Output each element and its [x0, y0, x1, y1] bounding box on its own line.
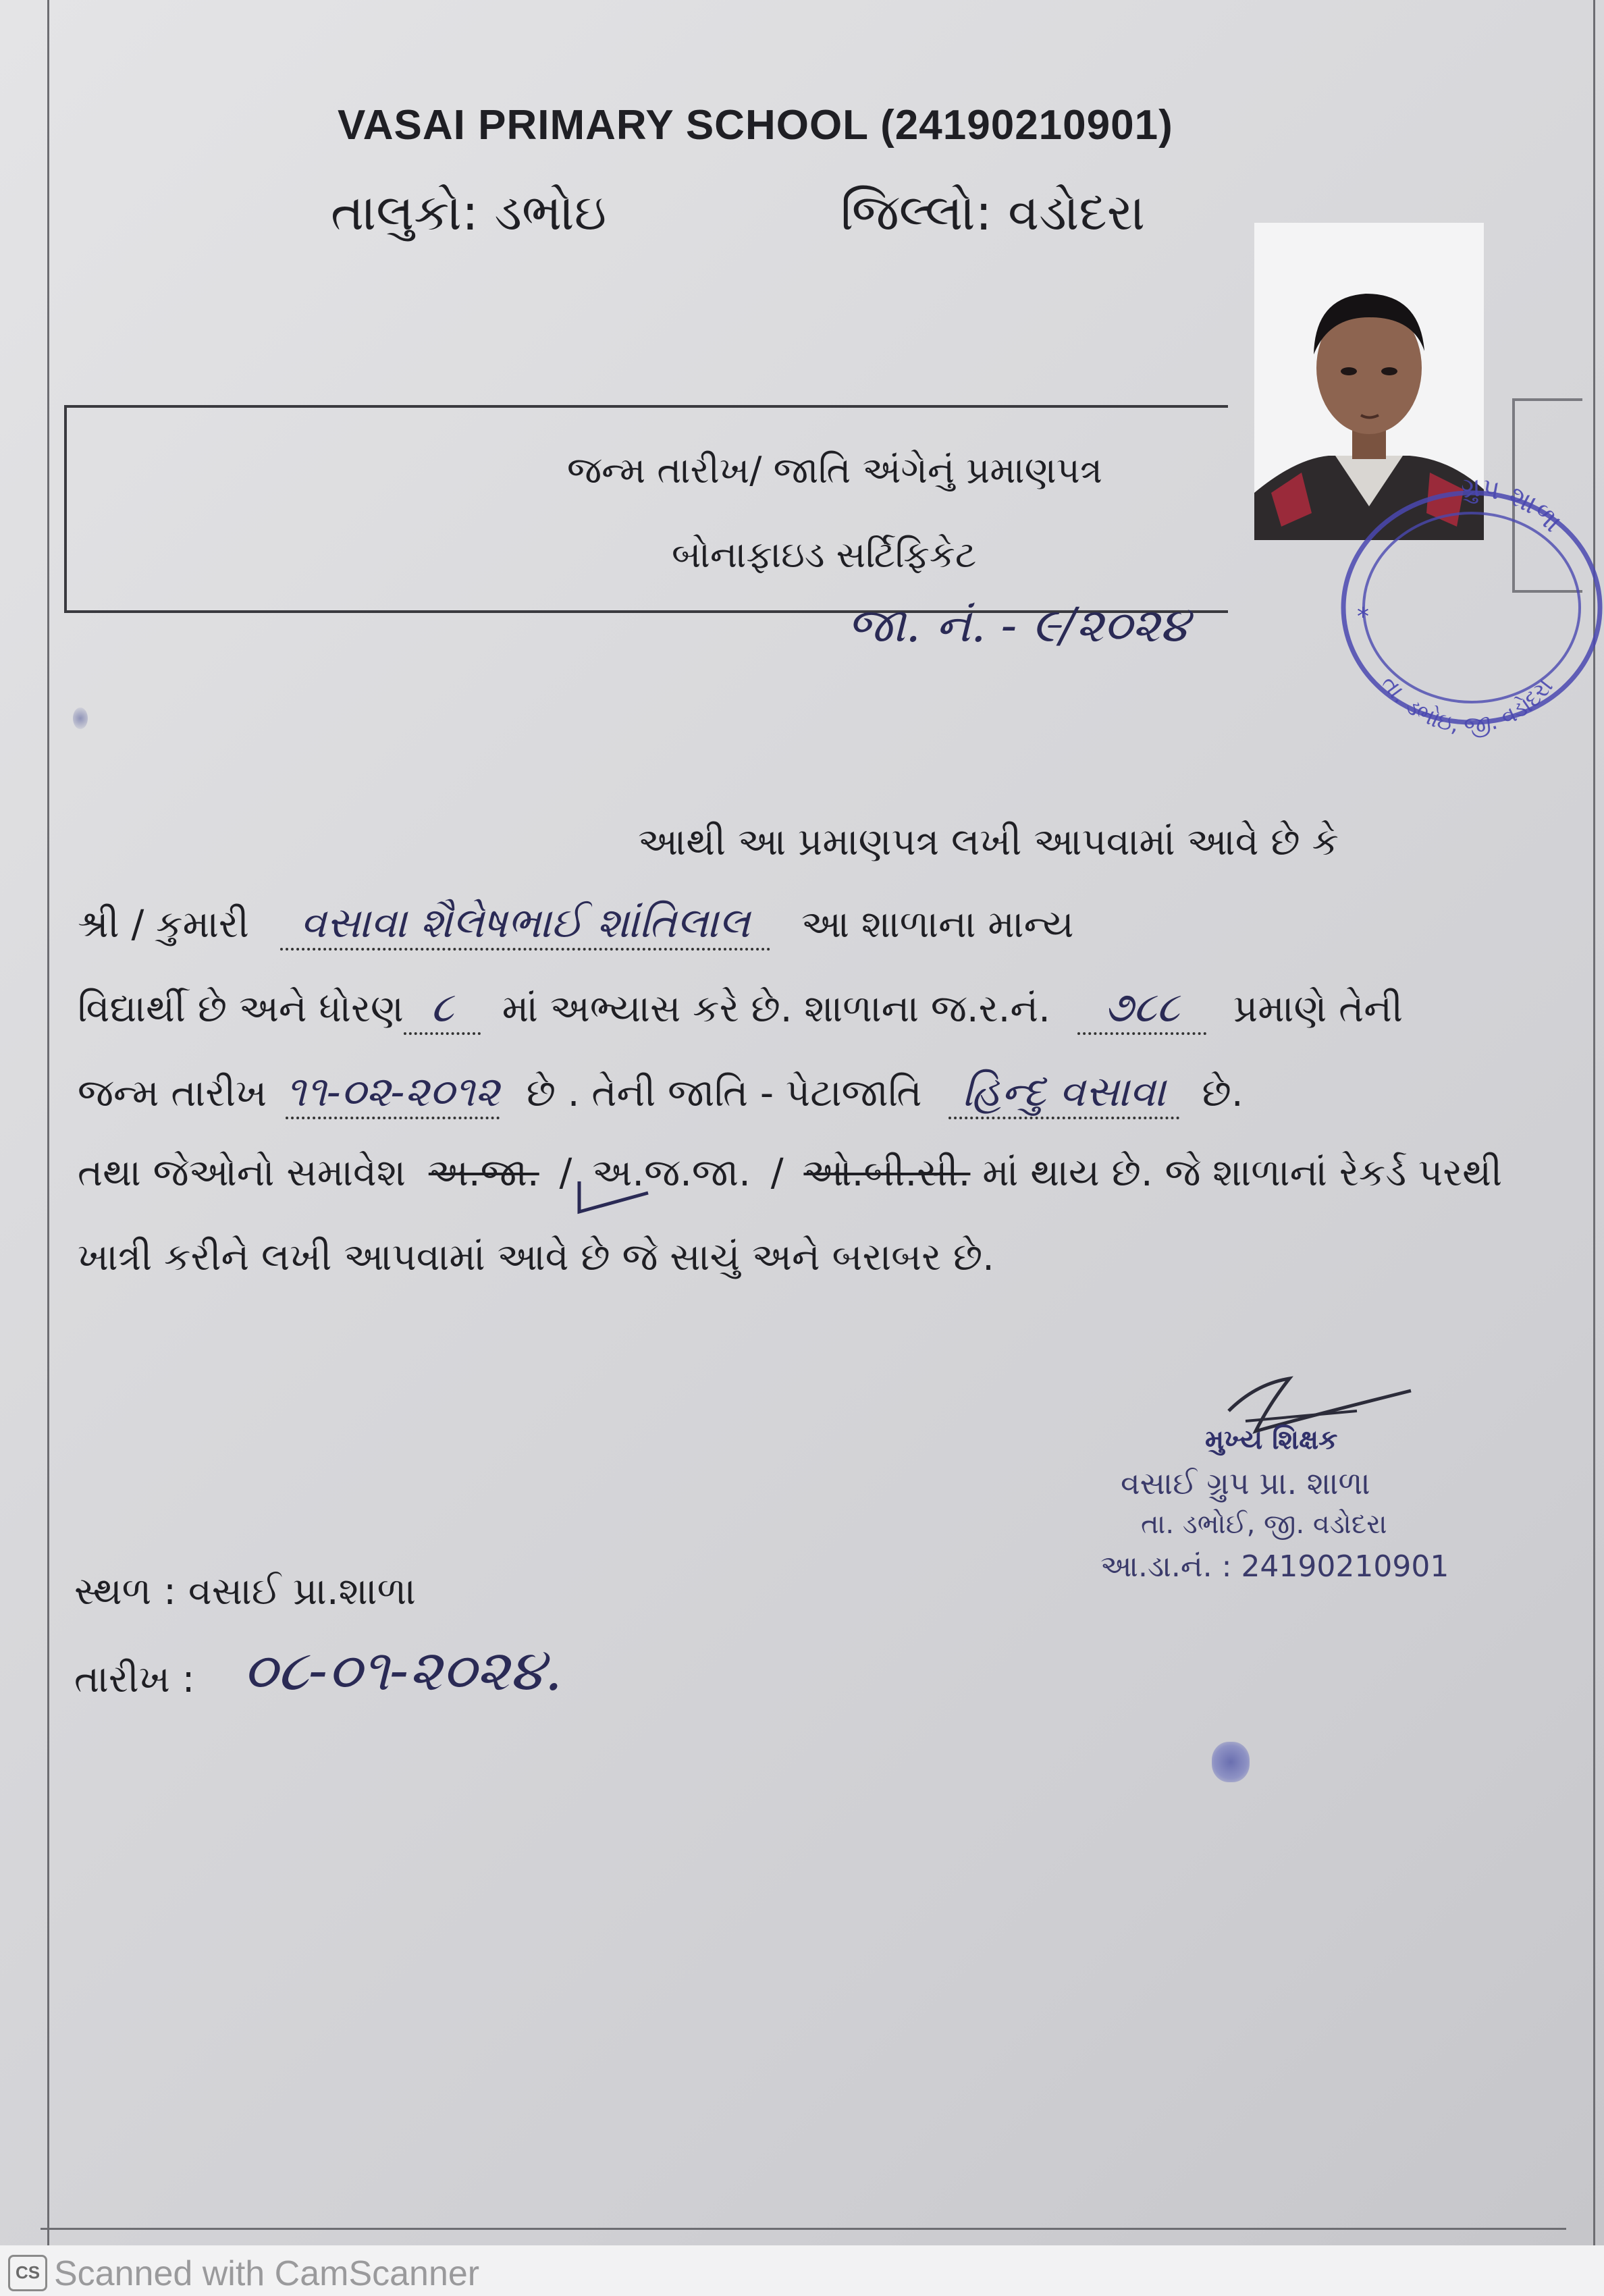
caste-field — [948, 1067, 1179, 1119]
student-name: વસાવા શૈલેષભાઈ શાંતિલાલ — [300, 898, 751, 947]
student-name-line — [78, 898, 1074, 951]
page-bottom-edge — [41, 2228, 1566, 2230]
tick-mark — [574, 1178, 655, 1219]
caste-value: હિન્દુ વસાવા — [962, 1067, 1166, 1116]
date-label: તારીખ : — [74, 1657, 195, 1701]
signatory-school: વસાઈ ગ્રુપ પ્રા. શાળા — [1121, 1465, 1370, 1501]
svg-text:*: * — [1357, 603, 1369, 631]
signatory-title: મુખ્ય શિક્ષક — [1205, 1424, 1338, 1456]
certificate-closing: ખાત્રી કરીને લખી આપવામાં આવે છે જે સાચું અને બરાબર છે. — [78, 1235, 994, 1279]
signatory-code: આ.ડા.નં. : 24190210901 — [1100, 1549, 1449, 1584]
school-name: VASAI PRIMARY SCHOOL (24190210901) — [338, 102, 1173, 149]
ink-dot — [73, 708, 88, 729]
student-is-text: વિદ્યાર્થી છે અને ધોરણ — [78, 987, 404, 1031]
camscanner-logo-icon: CS — [8, 2255, 47, 2291]
date-value: ૦૮-૦૧-૨૦૨૪. — [243, 1637, 563, 1703]
scanner-watermark-bar — [0, 2245, 1604, 2296]
certificate-title: જન્મ તારીખ/ જાતિ અંગેનું પ્રમાણપત્ર — [567, 449, 1103, 491]
category-st: અ.જ.જા. — [592, 1151, 751, 1195]
page-left-edge — [47, 0, 49, 2245]
studying-text: માં અભ્યાસ કરે છે. શાળાના જ.ર.નં. — [502, 987, 1050, 1031]
caste-label: છે . તેની જાતિ - પેટાજાતિ — [526, 1071, 922, 1115]
gr-number-field — [1077, 982, 1206, 1035]
birth-date-field — [286, 1067, 500, 1119]
certificate-title-box — [64, 405, 1228, 613]
certificate-intro: આથી આ પ્રમાણપત્ર લખી આપવામાં આવે છે કે — [638, 820, 1339, 864]
district-label: જિલ્લો: વડોદરા — [840, 184, 1146, 242]
standard-value: ૮ — [430, 982, 454, 1032]
category-sc: અ.જા. — [428, 1151, 539, 1195]
caste-end-text: છે. — [1202, 1071, 1244, 1115]
standard-field — [404, 982, 481, 1035]
scanner-watermark-text: Scanned with CamScanner — [54, 2254, 480, 2293]
birth-date: ૧૧-૦૨-૨૦૧૨ — [286, 1067, 500, 1116]
school-stamp — [1320, 439, 1604, 763]
stamp-bottom-text: તા. ડભોઇ, જી. વડોદરા — [1375, 670, 1559, 740]
gr-number: ૭૮૮ — [1104, 982, 1180, 1032]
category-line: તથા જેઓનો સમાવેશ અ.જા. / અ.જ.જા. / ઓ.બી.સી. માં થાય છે. જે શાળાનાં રેકર્ડ પરથી — [78, 1151, 1503, 1195]
category-obc: ઓ.બી.સી. — [803, 1151, 971, 1195]
taluka-label: તાલુકો: ડભોઇ — [331, 184, 607, 242]
svg-text:ગ્રુપ શાળા — [1461, 472, 1568, 538]
reference-number: જા. નં. - ૯/૨૦૨૪ — [847, 597, 1189, 653]
page-right-edge — [1593, 0, 1595, 2245]
signatory-address: તા. ડભોઈ, જી. વડોદરા — [1141, 1509, 1387, 1540]
salutation: શ્રી / કુમારી — [78, 903, 249, 946]
place-label: સ્થળ : વસાઈ પ્રા.શાળા — [74, 1570, 416, 1613]
ink-spot — [1212, 1742, 1250, 1782]
category-suffix: માં થાય છે. જે શાળાનાં રેકર્ડ પરથી — [982, 1151, 1503, 1195]
as-per-text: પ્રમાણે તેની — [1233, 987, 1403, 1031]
student-name-field — [280, 898, 770, 951]
certificate-subtitle: બોનાફાઇડ સર્ટિફિકેટ — [672, 533, 977, 576]
birth-date-line — [78, 1067, 1244, 1119]
after-name-text: આ શાળાના માન્ય — [801, 903, 1074, 946]
category-prefix: તથા જેઓનો સમાવેશ — [78, 1151, 406, 1195]
stamp-top-text: ગ્રુપ શાળા — [1460, 472, 1568, 539]
standard-line — [78, 982, 1403, 1035]
svg-text:તા. ડભોઇ, જી. વડોદરા — [1376, 670, 1559, 739]
birth-date-label: જન્મ તારીખ — [78, 1071, 267, 1115]
